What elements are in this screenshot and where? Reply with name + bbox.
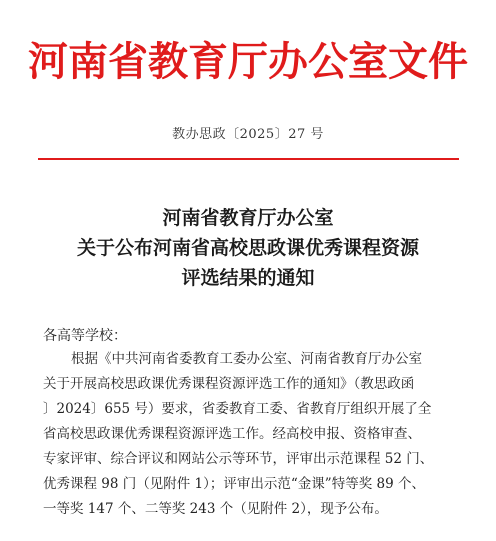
body-line-6: 优秀课程 98 门（见附件 1）；评审出示范“金课”特等奖 89 个、 <box>43 476 425 492</box>
title-line-1: 河南省教育厅办公室 <box>162 207 334 229</box>
body-line-2: 关于开展高校思政课优秀课程资源评选工作的通知》（教思政函 <box>43 376 415 392</box>
document-org-header: 河南省教育厅办公室文件 <box>28 38 468 85</box>
document-number: 教办思政〔2025〕27 号 <box>172 127 324 142</box>
red-divider-line <box>38 158 459 160</box>
body-line-3: 〕2024〕655 号）要求，省委教育工委、省教育厅组织开展了全 <box>43 401 432 417</box>
body-line-1: 根据《中共河南省委教育工委办公室、河南省教育厅办公室 <box>71 351 422 367</box>
body-paragraph <box>43 347 467 522</box>
salutation: 各高等学校： <box>43 328 127 344</box>
body-line-5: 专家评审、综合评议和网站公示等环节，评审出示范课程 52 门、 <box>43 451 434 467</box>
body-line-4: 省高校思政课优秀课程资源评选工作。经高校申报、资格审查、 <box>43 426 421 442</box>
body-line-7: 一等奖 147 个、二等奖 243 个（见附件 2），现予公布。 <box>43 501 388 517</box>
title-line-3: 评选结果的通知 <box>181 267 315 289</box>
title-line-2: 关于公布河南省高校思政课优秀课程资源 <box>76 237 419 259</box>
document-title <box>0 203 496 293</box>
